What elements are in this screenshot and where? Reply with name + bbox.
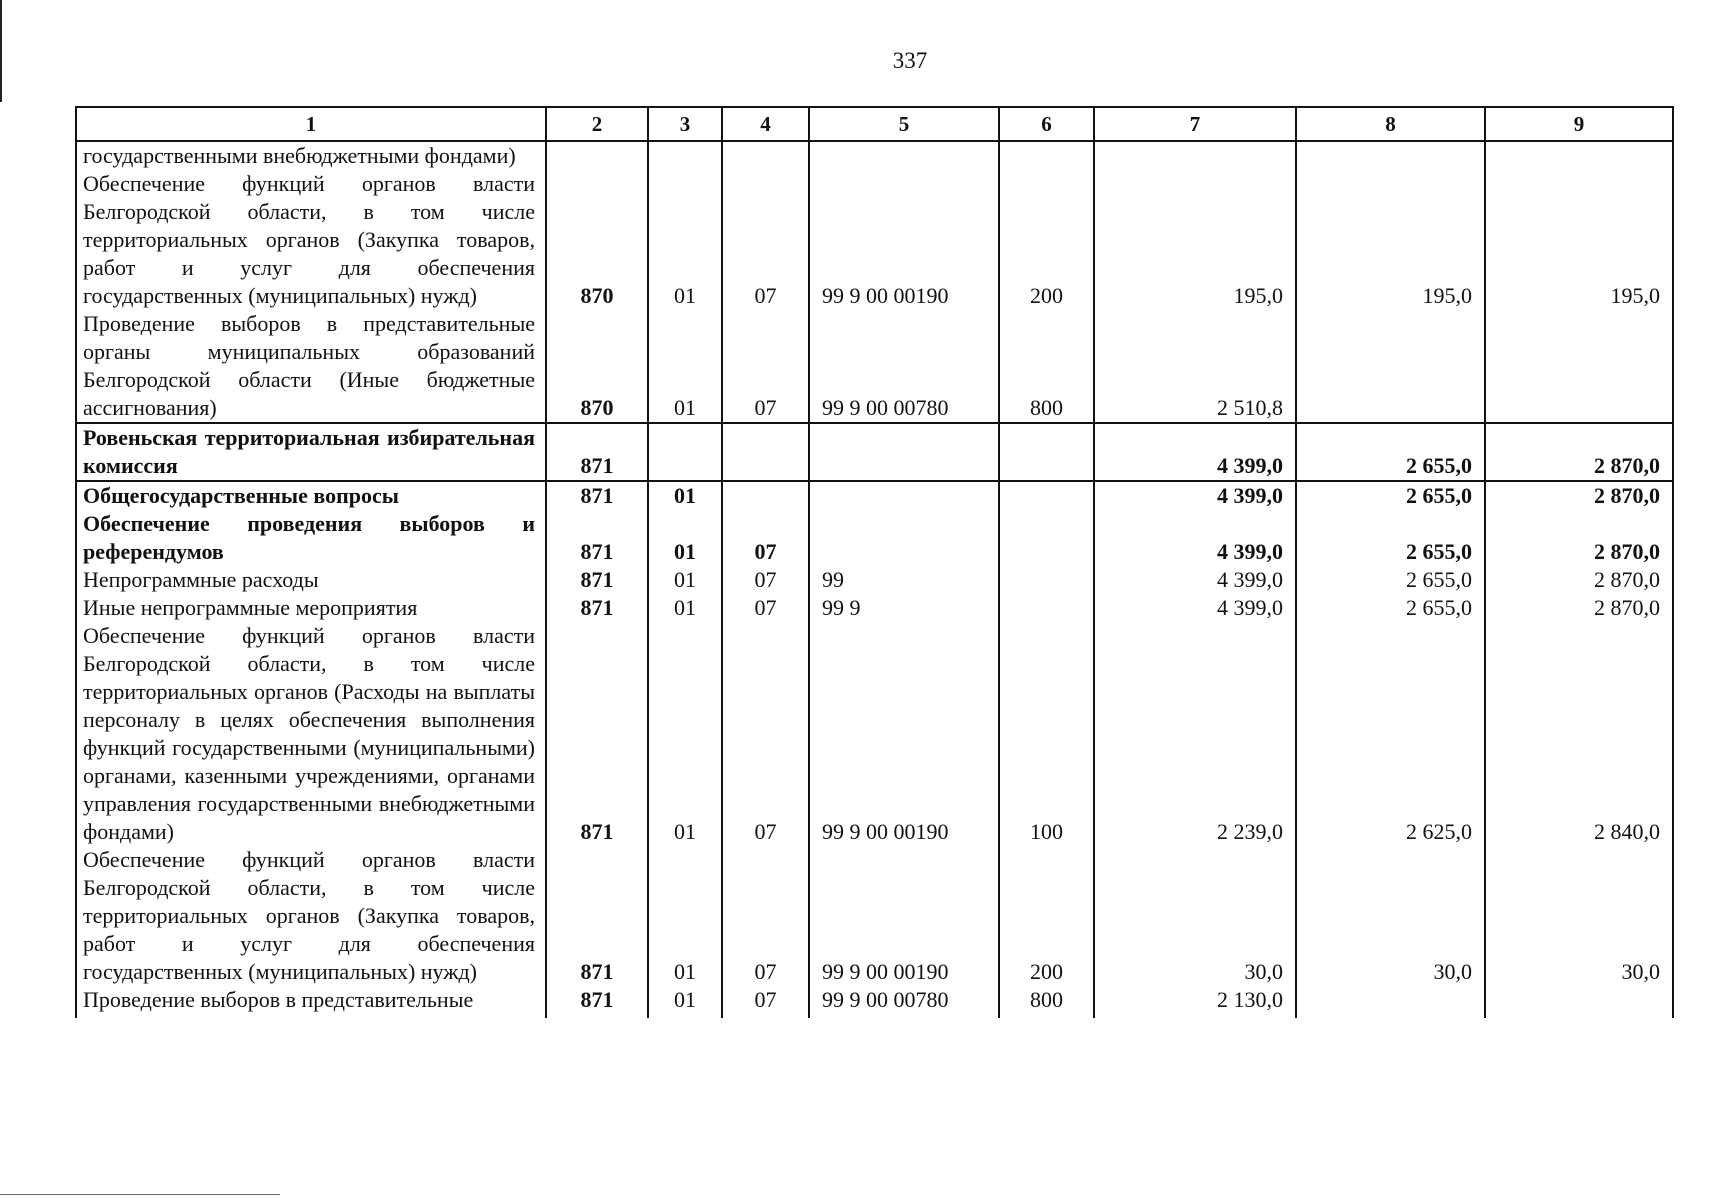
cell-section: 01 [648, 986, 722, 1018]
cell-section: 01 [648, 566, 722, 594]
table-row [76, 846, 1673, 986]
row-name: Проведение выборов в представительные [76, 986, 546, 1018]
table-row [76, 310, 1673, 423]
column-header: 6 [999, 107, 1094, 141]
cell-section: 01 [648, 481, 722, 510]
cell-target-article: 99 9 00 00190 [809, 846, 999, 986]
scan-edge-mark [0, 0, 2, 102]
cell-admin-code: 871 [546, 481, 648, 510]
row-name: Проведение выборов в представительные органы муниципальных образований Белгородской области (Иные бюджетные ассигнования) [76, 310, 546, 423]
cell-amount-col9: 195,0 [1485, 170, 1673, 310]
cell-subsection: 07 [722, 510, 809, 566]
cell-amount-col8: 2 625,0 [1296, 622, 1485, 846]
column-header: 1 [76, 107, 546, 141]
cell-target-article [809, 141, 999, 170]
cell-subsection [722, 423, 809, 481]
cell-expense-type: 800 [999, 310, 1094, 423]
cell-section: 01 [648, 170, 722, 310]
table-row [76, 986, 1673, 1018]
row-name: Непрограммные расходы [76, 566, 546, 594]
row-name: Обеспечение функций органов власти Белгородской области, в том числе территориальных органов (Закупка товаров, работ и услуг для обеспечения государственных (муниципальных) нужд) [76, 170, 546, 310]
cell-expense-type: 200 [999, 170, 1094, 310]
cell-admin-code: 871 [546, 622, 648, 846]
cell-target-article [809, 510, 999, 566]
cell-amount-col8: 2 655,0 [1296, 510, 1485, 566]
cell-amount-col7: 4 399,0 [1094, 566, 1296, 594]
cell-amount-col8: 2 655,0 [1296, 423, 1485, 481]
cell-amount-col7: 4 399,0 [1094, 594, 1296, 622]
cell-target-article: 99 [809, 566, 999, 594]
column-header: 2 [546, 107, 648, 141]
row-name: Обеспечение функций органов власти Белгородской области, в том числе территориальных органов (Расходы на выплаты персоналу в целях обеспечения выполнения функций государственными (муниципальными) органами, казенными учреждениями, органами управления государственными внебюджетными фондами) [76, 622, 546, 846]
cell-expense-type [999, 510, 1094, 566]
row-name: Иные непрограммные мероприятия [76, 594, 546, 622]
cell-amount-col7: 30,0 [1094, 846, 1296, 986]
cell-admin-code: 871 [546, 510, 648, 566]
cell-amount-col9 [1485, 310, 1673, 423]
cell-target-article [809, 481, 999, 510]
cell-target-article: 99 9 00 00190 [809, 622, 999, 846]
cell-admin-code: 870 [546, 310, 648, 423]
cell-amount-col8: 30,0 [1296, 846, 1485, 986]
table-row [76, 481, 1673, 510]
cell-amount-col7: 4 399,0 [1094, 510, 1296, 566]
cell-section: 01 [648, 310, 722, 423]
cell-subsection: 07 [722, 170, 809, 310]
cell-amount-col8: 195,0 [1296, 170, 1485, 310]
cell-amount-col7: 2 510,8 [1094, 310, 1296, 423]
column-header: 9 [1485, 107, 1673, 141]
cell-amount-col8 [1296, 986, 1485, 1018]
table-row [76, 622, 1673, 846]
table-row [76, 141, 1673, 170]
cell-amount-col8 [1296, 310, 1485, 423]
cell-subsection [722, 141, 809, 170]
cell-expense-type [999, 481, 1094, 510]
cell-admin-code: 871 [546, 846, 648, 986]
cell-amount-col7: 4 399,0 [1094, 481, 1296, 510]
cell-target-article: 99 9 00 00190 [809, 170, 999, 310]
cell-amount-col8: 2 655,0 [1296, 594, 1485, 622]
cell-admin-code: 870 [546, 170, 648, 310]
page-number: 337 [892, 48, 928, 73]
table-row [76, 566, 1673, 594]
cell-amount-col9: 2 870,0 [1485, 594, 1673, 622]
cell-amount-col7: 2 239,0 [1094, 622, 1296, 846]
column-header: 4 [722, 107, 809, 141]
cell-amount-col9: 2 870,0 [1485, 510, 1673, 566]
cell-section: 01 [648, 594, 722, 622]
cell-admin-code [546, 141, 648, 170]
column-header: 5 [809, 107, 999, 141]
row-name: Обеспечение функций органов власти Белгородской области, в том числе территориальных органов (Закупка товаров, работ и услуг для обеспечения государственных (муниципальных) нужд) [76, 846, 546, 986]
row-name: Обеспечение проведения выборов и референдумов [76, 510, 546, 566]
cell-amount-col9: 2 840,0 [1485, 622, 1673, 846]
cell-subsection: 07 [722, 986, 809, 1018]
cell-amount-col7 [1094, 141, 1296, 170]
cell-subsection: 07 [722, 846, 809, 986]
budget-table [75, 106, 1674, 1018]
cell-expense-type: 800 [999, 986, 1094, 1018]
cell-subsection: 07 [722, 310, 809, 423]
cell-section: 01 [648, 510, 722, 566]
cell-section [648, 141, 722, 170]
cell-expense-type: 100 [999, 622, 1094, 846]
cell-amount-col8: 2 655,0 [1296, 566, 1485, 594]
cell-subsection: 07 [722, 622, 809, 846]
row-name: государственными внебюджетными фондами) [76, 141, 546, 170]
cell-admin-code: 871 [546, 566, 648, 594]
cell-amount-col9: 2 870,0 [1485, 423, 1673, 481]
cell-subsection: 07 [722, 594, 809, 622]
cell-amount-col9: 2 870,0 [1485, 481, 1673, 510]
table-row [76, 594, 1673, 622]
scan-bottom-line [0, 1194, 280, 1195]
table-header-row [76, 107, 1673, 141]
cell-target-article: 99 9 [809, 594, 999, 622]
cell-amount-col8 [1296, 141, 1485, 170]
cell-admin-code: 871 [546, 986, 648, 1018]
table-row [76, 510, 1673, 566]
cell-expense-type [999, 141, 1094, 170]
cell-amount-col9: 2 870,0 [1485, 566, 1673, 594]
table-row [76, 170, 1673, 310]
column-header: 3 [648, 107, 722, 141]
column-header: 7 [1094, 107, 1296, 141]
cell-target-article: 99 9 00 00780 [809, 986, 999, 1018]
table-row [76, 423, 1673, 481]
cell-subsection: 07 [722, 566, 809, 594]
cell-amount-col9 [1485, 986, 1673, 1018]
cell-section: 01 [648, 846, 722, 986]
cell-subsection [722, 481, 809, 510]
cell-amount-col8: 2 655,0 [1296, 481, 1485, 510]
cell-amount-col7: 195,0 [1094, 170, 1296, 310]
cell-admin-code: 871 [546, 594, 648, 622]
cell-target-article: 99 9 00 00780 [809, 310, 999, 423]
cell-amount-col7: 2 130,0 [1094, 986, 1296, 1018]
row-name: Ровеньская территориальная избирательная комиссия [76, 423, 546, 481]
cell-amount-col9: 30,0 [1485, 846, 1673, 986]
cell-expense-type [999, 594, 1094, 622]
cell-expense-type: 200 [999, 846, 1094, 986]
column-header: 8 [1296, 107, 1485, 141]
cell-admin-code: 871 [546, 423, 648, 481]
cell-section [648, 423, 722, 481]
cell-target-article [809, 423, 999, 481]
row-name: Общегосударственные вопросы [76, 481, 546, 510]
cell-section: 01 [648, 622, 722, 846]
cell-expense-type [999, 566, 1094, 594]
cell-amount-col9 [1485, 141, 1673, 170]
cell-expense-type [999, 423, 1094, 481]
cell-amount-col7: 4 399,0 [1094, 423, 1296, 481]
